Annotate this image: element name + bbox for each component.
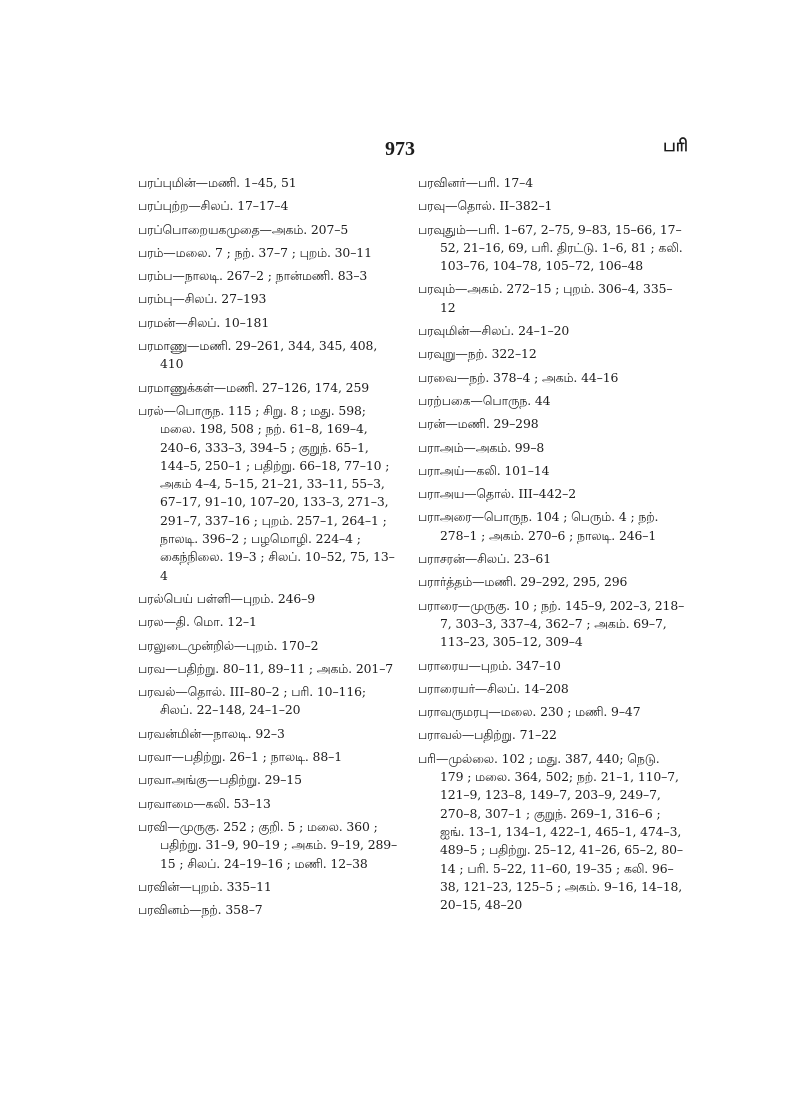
index-entry: பரவும்—அகம். 272–15 ; புறம். 306–4, 335–12 [418,281,673,315]
index-entry: பராவருமரபு—மலை. 230 ; மணி. 9–47 [418,704,641,720]
index-entry: பரவல்—தொல். III–80–2 ; பரி. 10–116; சிலப். 22–148, 24–1–20 [138,684,366,718]
index-entry: பரி—முல்லை. 102 ; மது. 387, 440; நெடு. 179 ; மலை. 364, 502; நற். 21–1, 110–7, 121–9, 123–8, 149–7, 203–9, 249–7, 270–8, 307–1 ; குறுந். 269–1, 316–6 ; ஐங். 13–1, 134–1, 422–1, 465–1, 474–3, 489–5 ; பதிற்று. 25–12, 41–26, 65–2, 80–14 ; பரி. 5–22, 11–60, 19–35 ; கலி. 96–38, 121–23, 125–5 ; அகம். 9–16, 14–18, 20–15, 48–20 [418,750,684,913]
running-head: பரி [663,136,688,156]
index-entry: பராஅம்—அகம். 99–8 [418,439,545,455]
index-entry: பரப்புமின்—மணி. 1–45, 51 [138,175,297,190]
index-entry: பரல—தி. மொ. 12–1 [138,614,257,630]
index-entry: பரவை—நற். 378–4 ; அகம். 44–16 [418,369,619,385]
right-column [418,174,686,919]
index-entry: பரவுறு—நற். 322–12 [418,346,537,362]
index-entry: பரப்புற்ற—சிலப். 17–17–4 [138,198,289,214]
index-entry: பரல்பெய் பள்ளி—புறம். 246–9 [138,590,316,606]
index-entry: பராரை—முருகு. 10 ; நற். 145–9, 202–3, 218–7, 303–3, 337–4, 362–7 ; அகம். 69–7, 113–23, 305–12, 309–4 [418,597,685,650]
index-entry: பரவா—பதிற்று. 26–1 ; நாலடி. 88–1 [138,749,342,765]
index-entry: பராசரன்—சிலப். 23–61 [418,551,551,567]
index-entry: பரவு—தொல். II–382–1 [418,198,553,214]
index-entry: பராஅய்—கலி. 101–14 [418,462,550,478]
index-entry: பரவன்மின்—நாலடி. 92–3 [138,725,285,741]
left-column [138,174,400,924]
index-entry: பரவ—பதிற்று. 80–11, 89–11 ; அகம். 201–7 [138,660,394,676]
index-entry: பரமாணுக்கள்—மணி. 27–126, 174, 259 [138,379,370,395]
index-entry: பரம்ப—நாலடி. 267–2 ; நான்மணி. 83–3 [138,268,368,284]
index-entry: பராவல்—பதிற்று. 71–22 [418,727,557,743]
index-entry: பரவாஅங்கு—பதிற்று. 29–15 [138,772,302,788]
index-entry: பரம்—மலை. 7 ; நற். 37–7 ; புறம். 30–11 [138,244,372,260]
index-entry: பரவாமை—கலி. 53–13 [138,795,271,811]
index-entry: பரமாணு—மணி. 29–261, 344, 345, 408, 410 [138,338,378,372]
index-entry: பரவின்—புறம். 335–11 [138,878,272,894]
index-entry: பராஅய—தொல். III–442–2 [418,486,577,502]
index-entry: பரவுதும்—பரி. 1–67, 2–75, 9–83, 15–66, 17–52, 21–16, 69, பரி. திரட்டு. 1–6, 81 ; கலி. 103–76, 104–78, 105–72, 106–48 [418,221,683,274]
index-entry: பரப்பொறையகமுதை—அகம். 207–5 [138,221,349,237]
index-entry: பரற்பகை—பொருந. 44 [418,392,551,408]
index-entry: பரார்த்தம்—மணி. 29–292, 295, 296 [418,574,628,590]
index-entry: பரவி—முருகு. 252 ; குறி. 5 ; மலை. 360 ; பதிற்று. 31–9, 90–19 ; அகம். 9–19, 289–15 ; சிலப். 24–19–16 ; மணி. 12–38 [138,818,398,871]
index-entry: பரன்—மணி. 29–298 [418,416,539,432]
index-entry: பராரைய—புறம். 347–10 [418,657,561,673]
index-entry: பரம்பு—சிலப். 27–193 [138,291,267,307]
index-entry: பரமன்—சிலப். 10–181 [138,314,270,330]
page-number: 973 [385,138,415,160]
index-entry: பரவினர்—பரி. 17–4 [418,175,534,190]
index-entry: பரவினம்—நற். 358–7 [138,902,263,918]
index-entry: பரவுமின்—சிலப். 24–1–20 [418,323,570,339]
index-entry: பரலுடைமுன்றில்—புறம். 170–2 [138,637,319,653]
index-entry: பரல்—பொருந. 115 ; சிறு. 8 ; மது. 598; மலை. 198, 508 ; நற். 61–8, 169–4, 240–6, 333–3, 394–5 ; குறுந். 65–1, 144–5, 250–1 ; பதிற்று. 66–18, 77–10 ; அகம் 4–4, 5–15, 21–21, 33–11, 55–3, 67–17, 91–10, 107–20, 133–3, 271–3, 291–7, 337–16 ; புறம். 257–1, 264–1 ; நாலடி. 396–2 ; பழமொழி. 224–4 ; கைந்நிலை. 19–3 ; சிலப். 10–52, 75, 13–4 [138,402,395,583]
index-entry: பராரையர்—சிலப். 14–208 [418,680,569,696]
index-entry: பராஅரை—பொருந. 104 ; பெரும். 4 ; நற். 278–1 ; அகம். 270–6 ; நாலடி. 246–1 [418,509,659,543]
